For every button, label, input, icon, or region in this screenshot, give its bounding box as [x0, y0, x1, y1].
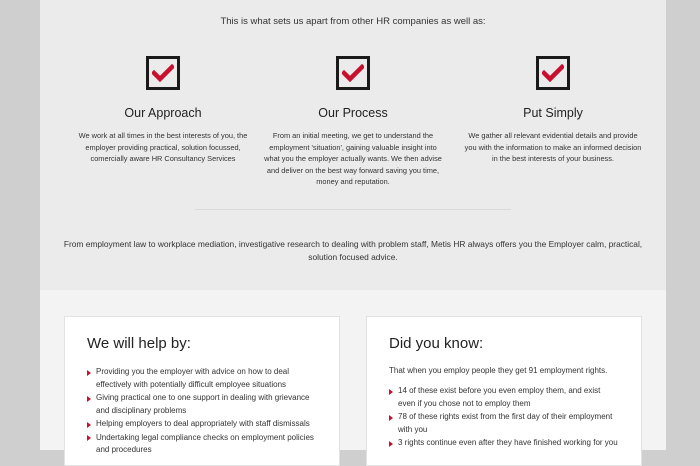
- list-item: 78 of these rights exist from the first day of their employment with you: [389, 411, 619, 436]
- checkbox-check-icon: [146, 56, 180, 90]
- arrow-bullet-icon: [87, 370, 91, 376]
- help-list: [87, 366, 317, 457]
- feature-approach: [68, 56, 258, 165]
- feature-process: [258, 56, 448, 188]
- list-item: 3 rights continue even after they have finished working for you: [389, 437, 619, 450]
- list-item: Undertaking legal compliance checks on employment policies and procedures: [87, 432, 317, 457]
- list-item: Providing you the employer with advice on how to deal effectively with potentially difficult employee situations: [87, 366, 317, 391]
- checkbox-check-icon: [336, 56, 370, 90]
- page: [40, 0, 666, 454]
- help-card: [64, 316, 340, 466]
- feature-text: We work at all times in the best interests of you, the employer providing practical, solution focussed, comercially aware HR Consultancy Services: [78, 131, 248, 163]
- feature-put-simply: [458, 56, 648, 165]
- summary-text: From employment law to workplace mediation, investigative research to dealing with problem staff, Metis HR always offers you the Employer calm, practical, solution focused advice.: [63, 239, 643, 262]
- feature-title: Our Approach: [124, 106, 202, 120]
- know-lead: That when you employ people they get 91 employment rights.: [389, 366, 608, 375]
- arrow-bullet-icon: [389, 441, 393, 447]
- info-section: [40, 290, 666, 454]
- intro-text: This is what sets us apart from other HR companies as well as:: [220, 16, 486, 27]
- arrow-bullet-icon: [389, 415, 393, 421]
- divider: [195, 209, 511, 210]
- checkbox-check-icon: [536, 56, 570, 90]
- arrow-bullet-icon: [87, 396, 91, 402]
- features-section: [40, 0, 666, 290]
- know-title: Did you know:: [389, 335, 484, 352]
- list-item: 14 of these exist before you even employ them, and exist even if you chose not to employ them: [389, 385, 619, 410]
- did-you-know-card: [366, 316, 642, 466]
- arrow-bullet-icon: [87, 422, 91, 428]
- feature-text: We gather all relevant evidential details and provide you with the information to make an informed decision in the best interests of your business.: [464, 131, 642, 163]
- feature-title: Our Process: [318, 106, 388, 120]
- feature-text: From an initial meeting, we get to understand the employment 'situation', gaining valuable insight into what you the employer actually wants. We then advise and deliver on the best way forward saving you time, money and reputation.: [264, 131, 442, 186]
- arrow-bullet-icon: [87, 435, 91, 441]
- feature-title: Put Simply: [523, 106, 583, 120]
- list-item: Helping employers to deal appropriately with staff dismissals: [87, 418, 317, 431]
- list-item: Giving practical one to one support in dealing with grievance and disciplinary problems: [87, 392, 317, 417]
- arrow-bullet-icon: [389, 389, 393, 395]
- help-title: We will help by:: [87, 335, 191, 352]
- know-list: [389, 385, 619, 450]
